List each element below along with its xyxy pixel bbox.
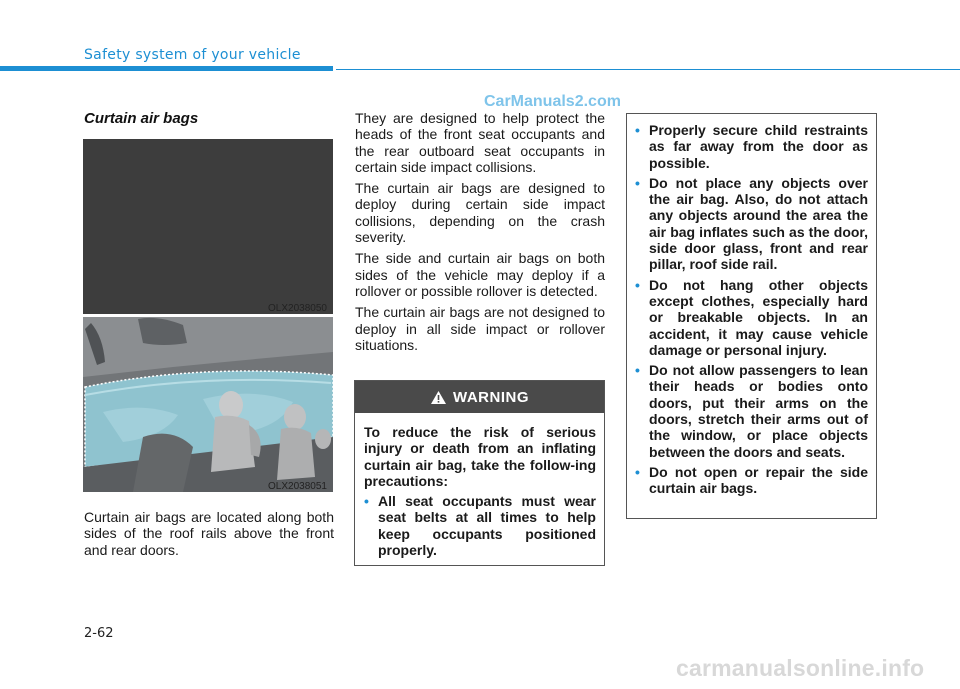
watermark-bottom[interactable]: carmanualsonline.info <box>676 655 925 681</box>
precaution-item: • Do not allow passengers to lean their heads or bodies onto doors, put their arms on the doors, stretch their arms out of the window, or place objects between the doors and seats. <box>635 362 868 460</box>
warning-intro: To reduce the risk of serious injury or death from an inflating curtain air bag, take the follow-ing precautions: <box>364 424 596 489</box>
col2-paragraph-4: The curtain air bags are not designed to deploy in all side impact or rollover situations. <box>355 304 605 353</box>
figure-label-2: OLX2038051 <box>268 481 327 492</box>
col2-paragraph-1: They are designed to help protect the heads of the front seat occupants and the rear outboard seat occupants in certain side impact collisions. <box>355 110 605 175</box>
section-title: Curtain air bags <box>84 110 199 127</box>
header-title: Safety system of your vehicle <box>84 47 301 63</box>
col2-paragraph-2: The curtain air bags are designed to deploy during certain side impact collisions, depending on the crash severity. <box>355 180 605 246</box>
precaution-item: • Do not hang other objects except clothes, especially hard or breakable objects. In an accident, it may cause vehicle damage or personal injury. <box>635 277 868 358</box>
warning-heading: WARNING <box>453 388 529 406</box>
header-rule <box>336 69 960 70</box>
warning-header <box>355 381 604 413</box>
header-bar <box>0 66 333 71</box>
warning-box <box>354 380 605 566</box>
col1-paragraph: Curtain air bags are located along both sides of the roof rails above the front and rear doors. <box>84 509 334 558</box>
precautions-box <box>626 113 877 519</box>
car-interior-illustration <box>83 317 333 492</box>
watermark-top[interactable]: CarManuals2.com <box>484 93 621 110</box>
warning-bullet: • All seat occupants must wear seat belts at all times to help keep occupants positioned properly. <box>364 493 596 558</box>
precaution-item: • Do not place any objects over the air bag. Also, do not attach any objects around the area the air bag inflates such as the door, side door glass, front and rear pillar, roof side rail. <box>635 175 868 273</box>
precaution-item: • Do not open or repair the side curtain air bags. <box>635 464 868 497</box>
precautions-list <box>635 122 868 497</box>
warning-body <box>355 413 604 558</box>
warning-bullet-list <box>364 493 596 558</box>
figure-dark-placeholder <box>83 139 333 314</box>
page-number: 2-62 <box>84 626 114 641</box>
precaution-item: • Properly secure child restraints as far away from the door as possible. <box>635 122 868 171</box>
figure-curtain-airbag-illustration <box>83 317 333 492</box>
figure-label-1: OLX2038050 <box>268 303 327 314</box>
col2-paragraph-3: The side and curtain air bags on both sides of the vehicle may deploy if a rollover or possible rollover is detected. <box>355 250 605 299</box>
warning-triangle-icon <box>430 390 447 405</box>
col2-text <box>355 110 605 358</box>
